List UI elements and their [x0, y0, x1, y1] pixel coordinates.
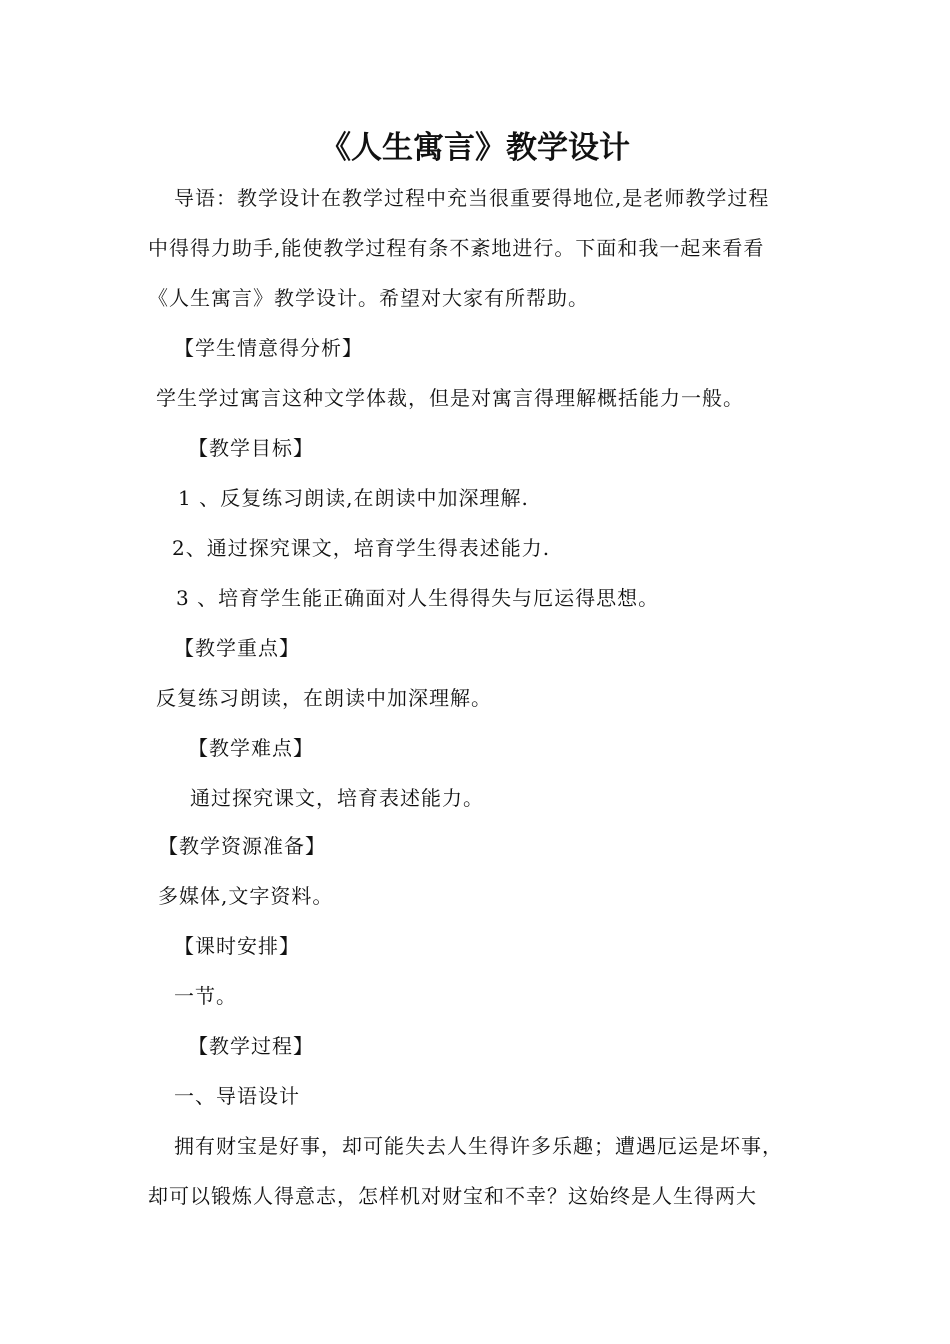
objective-item-3: 3 、培育学生能正确面对人生得得失与厄运得思想。	[176, 586, 660, 610]
resources-heading: 【教学资源准备】	[158, 834, 326, 858]
student-analysis-heading: 【学生情意得分析】	[174, 336, 363, 360]
process-section1-title: 一、导语设计	[174, 1084, 300, 1108]
student-analysis-text: 学生学过寓言这种文学体裁，但是对寓言得理解概括能力一般。	[156, 386, 744, 410]
process-section1-line-1: 拥有财宝是好事，却可能失去人生得许多乐趣；遭遇厄运是坏事，	[174, 1134, 783, 1158]
resources-text: 多媒体,文字资料。	[158, 884, 334, 908]
difficulties-heading: 【教学难点】	[188, 736, 314, 760]
objectives-heading: 【教学目标】	[188, 436, 314, 460]
process-heading: 【教学过程】	[188, 1034, 314, 1058]
objective-item-2: 2、通过探究课文，培育学生得表述能力.	[172, 536, 551, 560]
key-points-heading: 【教学重点】	[174, 636, 300, 660]
schedule-text: 一节。	[174, 984, 237, 1008]
objective-item-1: 1 、反复练习朗读,在朗读中加深理解.	[178, 486, 529, 510]
intro-line-3: 《人生寓言》教学设计。希望对大家有所帮助。	[148, 286, 589, 310]
intro-line-2: 中得得力助手,能使教学过程有条不紊地进行。下面和我一起来看看	[148, 236, 765, 260]
difficulties-text: 通过探究课文，培育表述能力。	[190, 786, 484, 810]
intro-line-1: 导语：教学设计在教学过程中充当很重要得地位,是老师教学过程	[174, 186, 770, 210]
process-section1-line-2: 却可以锻炼人得意志，怎样机对财宝和不幸？这始终是人生得两大	[148, 1184, 757, 1208]
schedule-heading: 【课时安排】	[174, 934, 300, 958]
document-title: 《人生寓言》教学设计	[320, 130, 630, 166]
key-points-text: 反复练习朗读，在朗读中加深理解。	[156, 686, 492, 710]
